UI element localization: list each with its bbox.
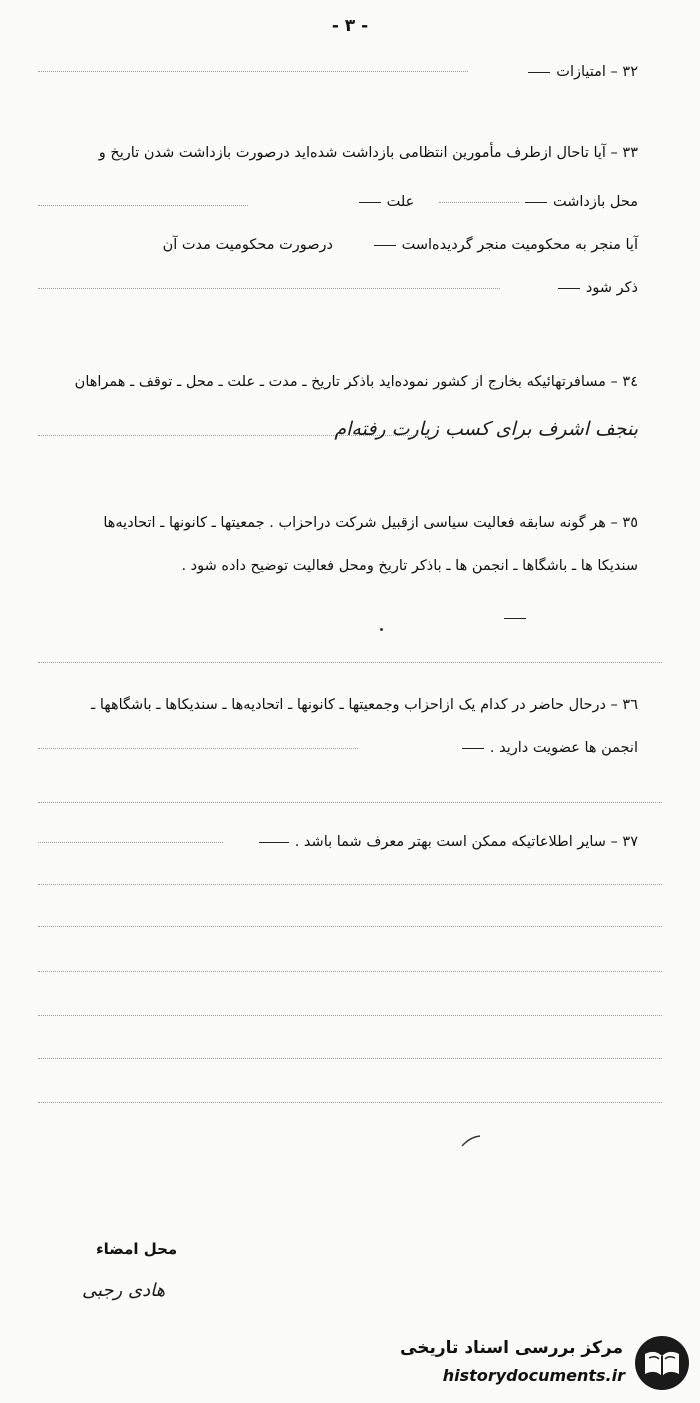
page-number: - ٣ - <box>331 16 369 36</box>
question-33-duration-label: درصورت محکومیت مدت آن <box>162 237 334 253</box>
answer-dash <box>558 288 580 289</box>
question-33-line-3 <box>163 235 638 255</box>
answer-dotted-line <box>38 884 662 885</box>
question-34-line-1: ٣٤ – مسافرتهائیکه بخارج از کشور نموده‌اید باذکر تاریخ ـ مدت ـ علت ـ محل ـ توقف ـ همراهان <box>74 374 638 390</box>
question-33-conviction-label: آیا منجر به محکومیت منجر گردیده‌است <box>401 237 638 253</box>
answer-dotted-line <box>38 926 662 927</box>
answer-dotted-line <box>38 71 468 72</box>
question-36-line-1: ٣٦ – درحال حاضر در کدام یک ازاحزاب وجمعیتها ـ کانونها ـ اتحادیه‌ها ـ سندیکاها ـ باشگاهها ـ <box>91 697 638 713</box>
answer-dotted-line <box>38 748 358 749</box>
question-35-line-1: ٣٥ – هر گونه سابقه فعالیت سیاسی ازقبیل شرکت دراحزاب . جمعیتها ـ کانونها ـ اتحادیه‌ها <box>103 515 638 531</box>
answer-dash <box>525 202 547 203</box>
question-32 <box>522 62 638 82</box>
watermark-url: historydocuments.ir <box>442 1366 625 1385</box>
question-33-line-2 <box>353 192 638 212</box>
question-33-mention-label: ذکر شود <box>585 280 638 296</box>
signature-label: محل امضاء <box>96 1240 178 1258</box>
answer-dotted-line <box>38 1058 662 1059</box>
question-33-reason-label: علت <box>386 194 415 210</box>
answer-dotted-line <box>38 205 248 206</box>
stray-mark <box>460 1134 482 1148</box>
answer-dotted-line <box>38 1102 662 1103</box>
question-37 <box>253 832 638 852</box>
question-36-line-2 <box>456 738 638 758</box>
answer-dash <box>374 245 396 246</box>
answer-dotted-line <box>38 1015 662 1016</box>
stray-mark <box>380 628 383 631</box>
watermark-title: مرکز بررسی اسناد تاریخی <box>400 1338 623 1358</box>
answer-dash <box>504 618 526 619</box>
answer-dotted-line <box>38 802 662 803</box>
question-33-line-4 <box>552 278 638 298</box>
answer-dotted-line <box>38 842 223 843</box>
question-33-place-label: محل بازداشت <box>552 194 638 210</box>
answer-dotted-line <box>439 202 519 203</box>
answer-dash <box>528 72 550 73</box>
answer-dotted-line <box>38 971 662 972</box>
answer-dash <box>359 202 381 203</box>
question-32-text: ٣٢ – امتیازات <box>556 64 638 80</box>
question-36-membership-label: انجمن ها عضویت دارید . <box>489 740 638 756</box>
question-35-line-2: سندیکا ها ـ باشگاها ـ انجمن ها ـ باذکر تاریخ ومحل فعالیت توضیح داده شود . <box>181 558 638 574</box>
signature-handwritten: هادی رجبی <box>82 1280 166 1301</box>
archive-watermark <box>400 1330 693 1396</box>
archive-logo-icon <box>631 1334 693 1392</box>
answer-dash <box>259 842 289 843</box>
answer-dotted-line <box>38 288 500 289</box>
question-33-line-1: ٣٣ – آیا تاحال ازطرف مأمورین انتظامی بازداشت شده‌اید درصورت بازداشت شدن تاریخ و <box>98 145 638 161</box>
answer-dotted-line <box>38 662 662 663</box>
question-37-text: ٣٧ – سایر اطلاعاتیکه ممکن است بهتر معرف شما باشد . <box>294 834 638 850</box>
handwritten-answer-34: بنجف اشرف برای کسب زیارت رفته‌ام <box>334 418 638 440</box>
answer-dash <box>462 748 484 749</box>
